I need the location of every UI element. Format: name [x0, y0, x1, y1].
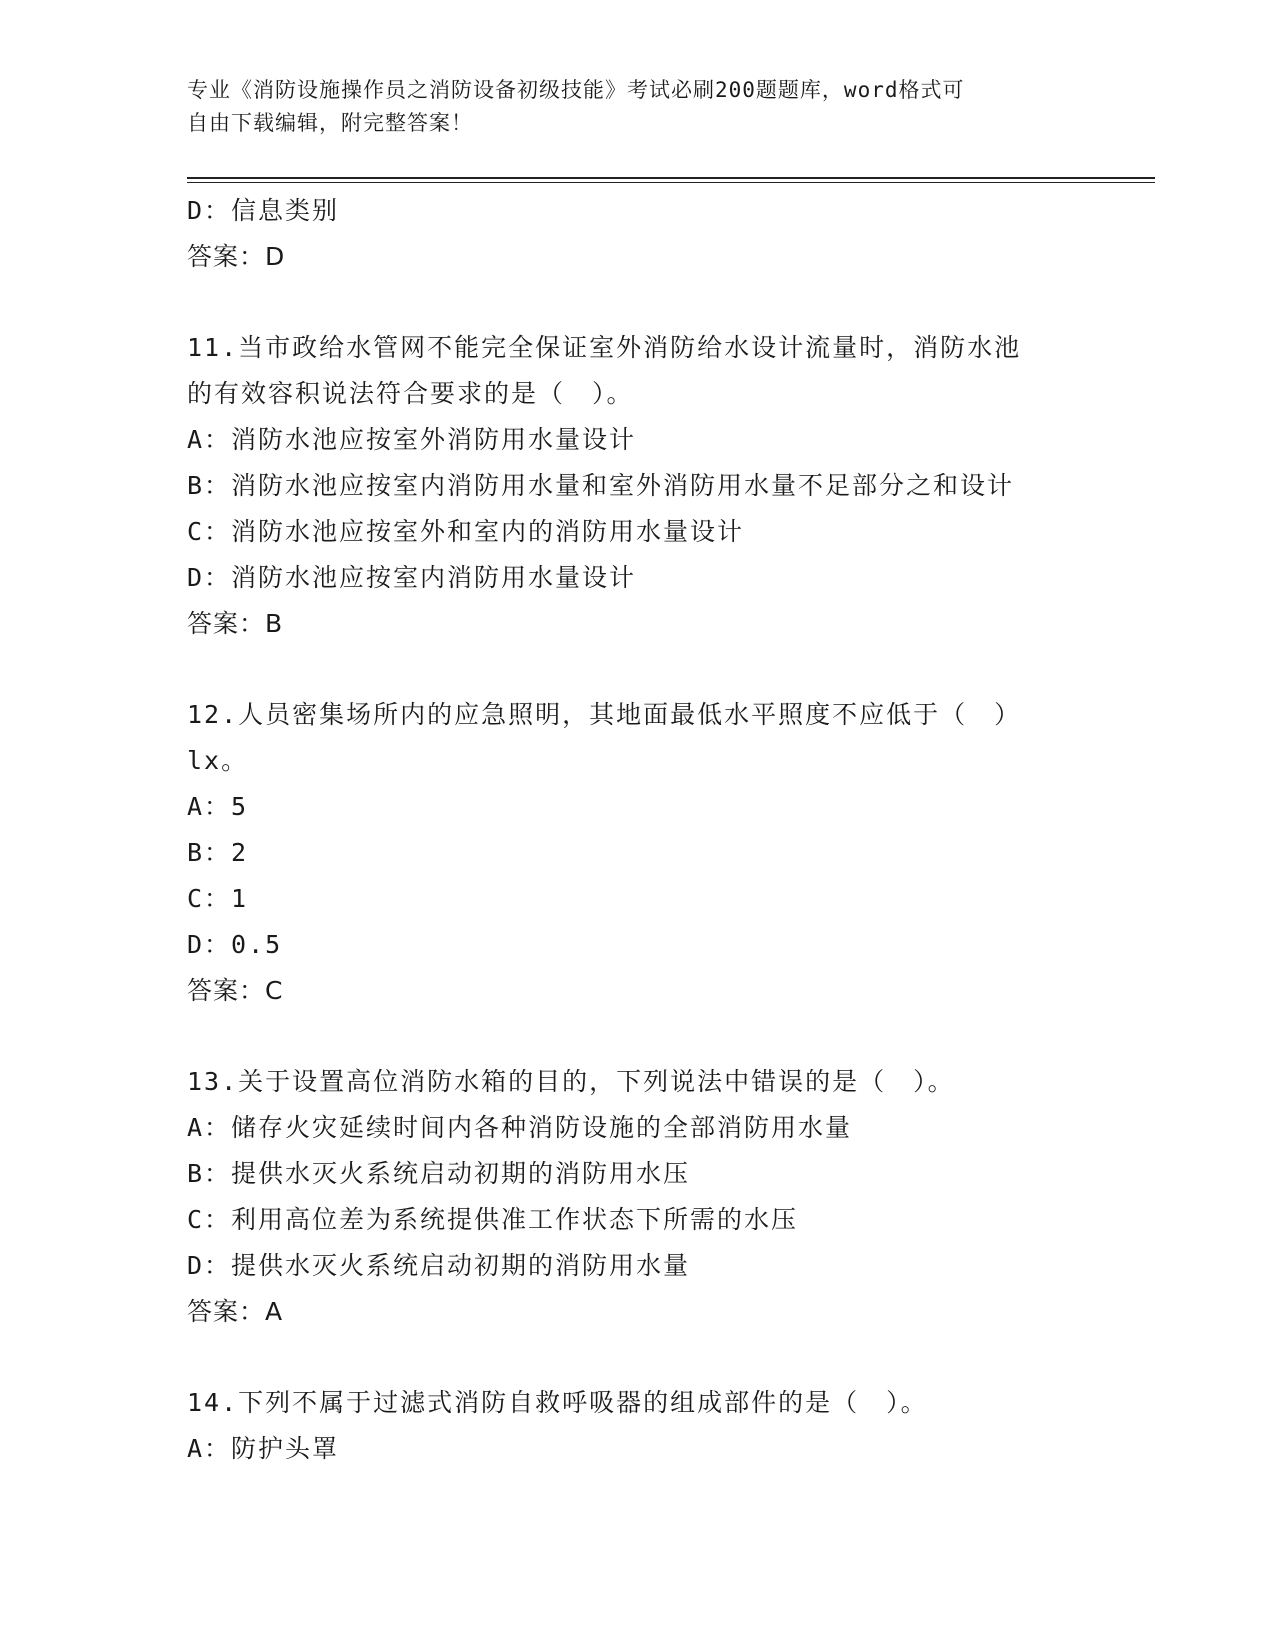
question-stem: 的有效容积说法符合要求的是（ ）。: [187, 379, 634, 408]
option-a: A：消防水池应按室外消防用水量设计: [187, 425, 637, 454]
answer-line: 答案：B: [187, 609, 284, 638]
header-line-1: 专业《消防设施操作员之消防设备初级技能》考试必刷200题题库，word格式可: [187, 78, 965, 102]
header-divider-thin: [187, 182, 1155, 183]
question-stem: lx。: [187, 746, 249, 775]
answer-line: 答案：C: [187, 976, 284, 1005]
answer-line: 答案：D: [187, 242, 286, 271]
header-divider-thick: [187, 177, 1155, 179]
partial-question: [187, 188, 1087, 280]
option-d: D：0.5: [187, 930, 283, 959]
question-14: [187, 1380, 1087, 1472]
question-stem: 13.关于设置高位消防水箱的目的，下列说法中错误的是（ ）。: [187, 1067, 955, 1096]
question-stem: 14.下列不属于过滤式消防自救呼吸器的组成部件的是（ ）。: [187, 1388, 928, 1417]
option-b: B：提供水灭火系统启动初期的消防用水压: [187, 1159, 691, 1188]
answer-line: 答案：A: [187, 1297, 284, 1326]
header-line-2: 自由下载编辑，附完整答案！: [187, 111, 473, 135]
option-c: C：1: [187, 884, 249, 913]
document-header: [187, 74, 1087, 140]
question-13: [187, 1059, 1087, 1335]
option-a: A：防护头罩: [187, 1434, 340, 1463]
question-list: [187, 188, 1087, 1472]
option-d: D：提供水灭火系统启动初期的消防用水量: [187, 1251, 691, 1280]
option-a: A：储存火灾延续时间内各种消防设施的全部消防用水量: [187, 1113, 853, 1142]
option-c: C：利用高位差为系统提供准工作状态下所需的水压: [187, 1205, 799, 1234]
option-a: A：5: [187, 792, 249, 821]
question-12: [187, 692, 1087, 1014]
question-11: [187, 325, 1087, 647]
question-stem: 12.人员密集场所内的应急照明，其地面最低水平照度不应低于（ ）: [187, 700, 1022, 729]
question-stem: 11.当市政给水管网不能完全保证室外消防给水设计流量时，消防水池: [187, 333, 1022, 362]
option-d: D：信息类别: [187, 196, 340, 225]
option-b: B：2: [187, 838, 249, 867]
option-c: C：消防水池应按室外和室内的消防用水量设计: [187, 517, 745, 546]
option-b: B：消防水池应按室内消防用水量和室外消防用水量不足部分之和设计: [187, 471, 1015, 500]
option-d: D：消防水池应按室内消防用水量设计: [187, 563, 637, 592]
